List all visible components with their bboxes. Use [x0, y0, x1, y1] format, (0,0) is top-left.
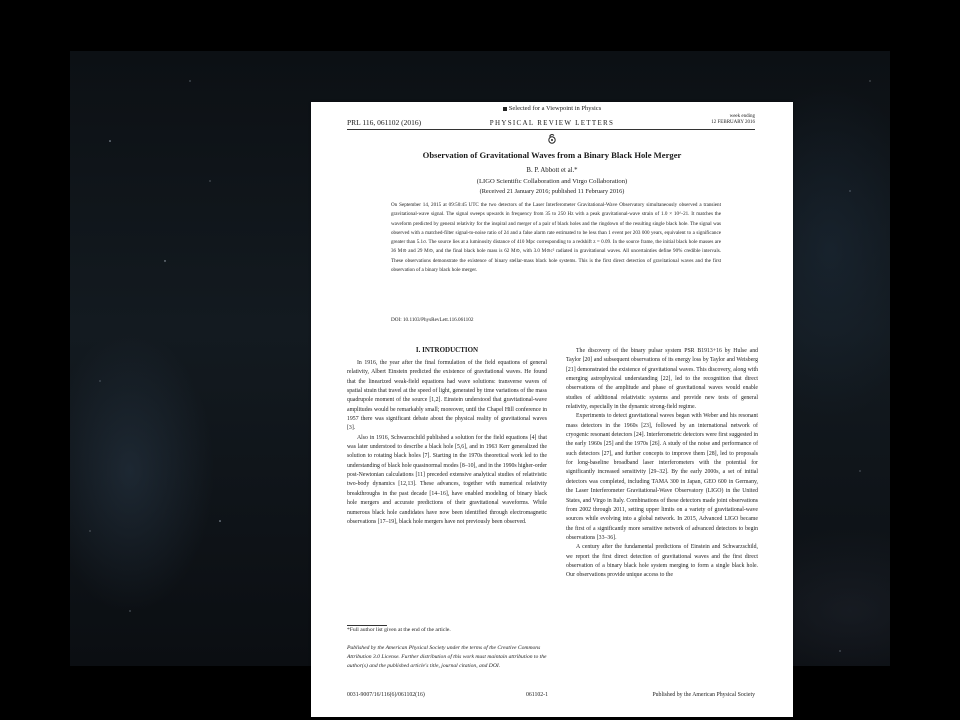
- week-ending: [711, 114, 755, 126]
- week-ending-label: week ending: [729, 114, 755, 119]
- license-notice: Published by the American Physical Society under the terms of the Creative Commons Attribution 3.0 License. Further distribution of this work must maintain attribution to the author(s) and the published article's title, journal citation, and DOI.: [347, 645, 547, 669]
- body-column-left: [347, 359, 547, 637]
- journal-name: PHYSICAL REVIEW LETTERS: [489, 119, 615, 127]
- footnote-rule: [347, 625, 387, 626]
- slide-background: [70, 51, 890, 698]
- footnote-author-list: *Full author list given at the end of the article.: [347, 627, 451, 633]
- body-paragraph: The discovery of the binary pulsar system PSR B1913+16 by Hulse and Taylor [20] and subsequent observations of its energy loss by Taylor and Weisberg [21] demonstrated the existence of gravitational waves. This discovery, along with emerging astrophysical understanding [22], led to the recognition that direct observations of the amplitude and phase of gravitational waves would enable studies of additional relativistic systems and provide new tests of general relativity, especially in the dynamic strong-field regime.: [566, 348, 758, 411]
- paper-page: [311, 102, 793, 717]
- section-heading-introduction: I. INTRODUCTION: [415, 346, 479, 354]
- body-paragraph: A century after the fundamental predictions of Einstein and Schwarzschild, we report the first direct detection of gravitational waves and the first direct observation of a binary black hole system merging to form a single black hole. Our observations provide unique access to the: [566, 544, 758, 579]
- body-paragraph: Also in 1916, Schwarzschild published a solution for the field equations [4] that was later understood to describe a black hole [5,6], and in 1963 Kerr generalized the solution to rotating black holes [7]. Starting in the 1970s theoretical work led to the understanding of black hole quasinormal modes [8–10], and in the 1990s higher-order post-Newtonian calculations [11] preceded extensive analytical studies of relativistic two-body dynamics [12,13]. These advances, together with numerical relativity breakthroughs in the past decade [14–16], have enabled modeling of binary black hole mergers and accurate predictions of their gravitational waveforms. While numerous black hole candidates have now been identified through electromagnetic observations [17–19], black hole mergers have not previously been observed.: [347, 434, 547, 525]
- article-title: Observation of Gravitational Waves from a Binary Black Hole Merger: [422, 150, 682, 160]
- open-access-logo-icon: [546, 133, 558, 145]
- viewpoint-text: Selected for a Viewpoint in Physics: [508, 105, 602, 112]
- footer-page-number: 061102-1: [526, 692, 549, 698]
- footer-publisher: Published by the American Physical Society: [652, 692, 755, 698]
- body-paragraph: Experiments to detect gravitational waves began with Weber and his resonant mass detectors in the 1960s [23], followed by an international network of cryogenic resonant detectors [24]. Interferometric detectors were first suggested in the early 1960s [25] and the 1970s [26]. A study of the noise and performance of such detectors [27], and further concepts to improve them [28], led to proposals for long-baseline broadband laser interferometers with the potential for significantly increased sensitivity [29–32]. By the early 2000s, a set of initial detectors was completed, including TAMA 300 in Japan, GEO 600 in Germany, the Laser Interferometer Gravitational-Wave Observatory (LIGO) in the United States, and Virgo in Italy. Combinations of these detectors made joint observations from 2002 through 2011, setting upper limits on a variety of gravitational-wave sources while evolving into a global network. In 2015, Advanced LIGO became the first of a significantly more sensitive network of advanced detectors to begin observations [33–36].: [566, 413, 758, 541]
- article-received-dates: (Received 21 January 2016; published 11 February 2016): [479, 188, 625, 195]
- week-ending-date: 12 FEBRUARY 2016: [711, 120, 755, 125]
- journal-citation: PRL 116, 061102 (2016): [347, 118, 422, 127]
- footer-issn: 0031-9007/16/116(6)/061102(16): [347, 692, 425, 698]
- article-doi: DOI: 10.1103/PhysRevLett.116.061102: [391, 317, 474, 323]
- viewpoint-marker-icon: [503, 107, 507, 111]
- body-column-right: [566, 347, 758, 705]
- article-collaboration: (LIGO Scientific Collaboration and Virgo Collaboration): [476, 178, 628, 185]
- article-authors: B. P. Abbott et al.*: [526, 167, 578, 174]
- header-rule: [347, 129, 755, 130]
- body-paragraph: In 1916, the year after the final formulation of the field equations of general relativity, Albert Einstein predicted the existence of gravitational waves. He found that the linearized weak-field equations had wave solutions: transverse waves of spatial strain that travel at the speed of light, generated by time variations of the mass quadrupole moment of the source [1,2]. Einstein understood that gravitational-wave amplitudes would be remarkably small; moreover, until the Chapel Hill conference in 1957 there was significant debate about the physical reality of gravitational waves [3].: [347, 360, 547, 432]
- article-abstract: On September 14, 2015 at 09:50:45 UTC the two detectors of the Laser Interferometer Gravitational-Wave Observatory simultaneously observed a transient gravitational-wave signal. The signal sweeps upwards in frequency from 35 to 250 Hz with a peak gravitational-wave strain of 1.0 × 10^-21. It matches the waveform predicted by general relativity for the inspiral and merger of a pair of black holes and the ringdown of the resulting single black hole. The signal was observed with a matched-filter signal-to-noise ratio of 24 and a false alarm rate estimated to be less than 1 event per 203 000 years, equivalent to a significance greater than 5.1σ. The source lies at a luminosity distance of 410 Mpc corresponding to a redshift z = 0.09. In the source frame, the initial black hole masses are 36 M⊙ and 29 M⊙, and the final black hole mass is 62 M⊙, with 3.0 M⊙c² radiated in gravitational waves. All uncertainties define 90% credible intervals. These observations demonstrate the existence of binary stellar-mass black hole systems. This is the first direct detection of gravitational waves and the first observation of a binary black hole merger.: [391, 202, 721, 274]
- viewpoint-banner: [311, 105, 793, 112]
